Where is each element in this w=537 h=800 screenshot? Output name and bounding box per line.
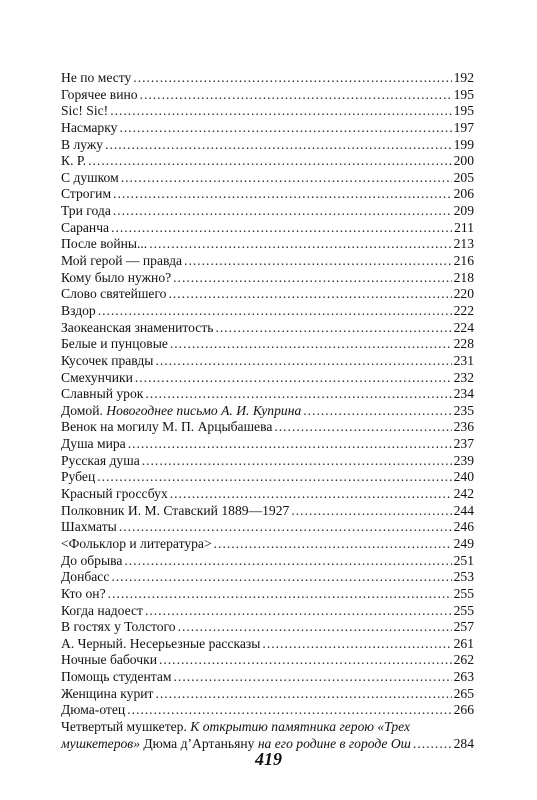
leader-dots [113, 186, 452, 203]
toc-entry-title: Слово святейшего [61, 286, 167, 302]
leader-dots [108, 586, 452, 603]
toc-entry-last [61, 719, 474, 752]
toc-entry [61, 270, 474, 287]
toc-entry-page: 244 [453, 502, 474, 518]
toc-entry-title: Шахматы [61, 519, 117, 535]
toc-entry-title: Кусочек правды [61, 352, 154, 368]
toc-entry [61, 153, 474, 170]
toc-entry [61, 503, 474, 520]
leader-dots [119, 120, 451, 137]
toc-entry-page: 284 [453, 735, 474, 751]
leader-dots [113, 203, 452, 220]
toc-entry [61, 303, 474, 320]
leader-dots [128, 436, 452, 453]
toc-entry-page: 235 [453, 402, 474, 418]
leader-dots [97, 469, 451, 486]
toc-entry [61, 469, 474, 486]
leader-dots [98, 303, 452, 320]
toc-entry-page: 246 [453, 519, 474, 535]
toc-entry [61, 320, 474, 337]
leader-dots [142, 453, 452, 470]
toc-entry-page: 216 [453, 253, 474, 269]
toc-entry [61, 436, 474, 453]
toc-entry-page: 195 [453, 103, 474, 119]
toc-entry [61, 586, 474, 603]
toc-entry-page: 224 [453, 319, 474, 335]
toc-entry-title: Душа мира [61, 436, 126, 452]
toc-entry-title: Не по месту [61, 70, 132, 85]
toc-entry-title: Четвертый мушкетер. [61, 718, 187, 734]
toc-entry-title: Саранча [61, 219, 110, 235]
toc-entry-title: С душком [61, 169, 119, 185]
toc-entry-title: Русская душа [61, 452, 140, 468]
toc-entry-page: 261 [453, 635, 474, 651]
leader-dots [111, 569, 451, 586]
toc-entry [61, 103, 474, 120]
toc-entry-subtitle: Новогоднее письмо А. И. Куприна [106, 402, 302, 418]
toc-entry [61, 702, 474, 719]
toc-entry-title: Горячее вино [61, 86, 138, 102]
toc-entry-page: 255 [453, 585, 474, 601]
toc-entry [61, 220, 474, 237]
toc-entry-page: 266 [453, 702, 474, 718]
toc-entry-page: 218 [453, 269, 474, 285]
leader-dots [303, 403, 451, 420]
toc-entry-title: Домой. [61, 402, 103, 418]
toc-list [61, 70, 474, 719]
toc-entry-subtitle: К открытию памятника герою «Трех [190, 718, 411, 734]
leader-dots [262, 636, 451, 653]
toc-entry [61, 619, 474, 636]
toc-entry [61, 353, 474, 370]
toc-entry-title: Дюма-отец [61, 702, 126, 718]
leader-dots [140, 87, 452, 104]
leader-dots [178, 619, 452, 636]
table-of-contents [61, 70, 474, 752]
leader-dots [145, 603, 452, 620]
toc-entry [61, 137, 474, 154]
toc-entry [61, 569, 474, 586]
toc-entry [61, 419, 474, 436]
toc-entry [61, 370, 474, 387]
toc-entry-title: Рубец [61, 469, 96, 485]
toc-entry [61, 652, 474, 669]
toc-entry [61, 386, 474, 403]
toc-entry-page: 231 [453, 352, 474, 368]
toc-entry-title: Три года [61, 203, 111, 219]
toc-entry-page: 195 [453, 86, 474, 102]
toc-entry-page: 206 [453, 186, 474, 202]
toc-entry-page: 205 [453, 169, 474, 185]
leader-dots [214, 536, 452, 553]
leader-dots [155, 686, 451, 703]
toc-entry-page: 228 [453, 336, 474, 352]
toc-entry-page: 220 [453, 286, 474, 302]
toc-entry-page: 249 [453, 535, 474, 551]
toc-entry-title: Белые и пунцовые [61, 336, 168, 352]
toc-entry-page: 199 [453, 136, 474, 152]
toc-entry-title: Женщина курит [61, 685, 154, 701]
toc-entry-subtitle-cont: мушкетеров» [61, 735, 140, 751]
toc-entry-title: Ночные бабочки [61, 652, 157, 668]
leader-dots [133, 70, 451, 87]
toc-entry-title: Помощь студентам [61, 669, 172, 685]
toc-entry [61, 536, 474, 553]
leader-dots [111, 220, 452, 237]
toc-entry-title: Когда надоест [61, 602, 143, 618]
toc-entry [61, 286, 474, 303]
toc-entry-title: Донбасс [61, 569, 110, 585]
leader-dots [88, 153, 451, 170]
leader-dots [119, 519, 452, 536]
leader-dots [174, 669, 452, 686]
toc-entry-title: В лужу [61, 136, 104, 152]
toc-entry-title: После войны... [61, 236, 148, 252]
leader-dots [145, 386, 451, 403]
toc-entry-page: 257 [453, 619, 474, 635]
toc-entry-page: 265 [453, 685, 474, 701]
toc-entry-page: 209 [453, 203, 474, 219]
toc-entry [61, 519, 474, 536]
leader-dots [168, 286, 451, 303]
toc-entry-title: Мой герой — правда [61, 253, 183, 269]
toc-entry-page: 240 [453, 469, 474, 485]
toc-entry-title: А. Черный. Несерьезные рассказы [61, 635, 261, 651]
leader-dots [291, 503, 451, 520]
toc-entry-page: 200 [453, 153, 474, 169]
leader-dots [274, 419, 451, 436]
toc-entry [61, 636, 474, 653]
leader-dots [173, 270, 451, 287]
toc-entry [61, 686, 474, 703]
toc-entry-title: К. Р. [61, 153, 87, 169]
leader-dots [135, 370, 452, 387]
toc-entry [61, 236, 474, 253]
toc-entry-page: 239 [453, 452, 474, 468]
toc-entry-page: 197 [453, 119, 474, 135]
toc-entry-title: Вздор [61, 302, 96, 318]
toc-entry-page: 242 [453, 486, 474, 502]
toc-entry [61, 336, 474, 353]
toc-entry-page: 253 [453, 569, 474, 585]
toc-entry [61, 70, 474, 87]
toc-entry [61, 453, 474, 470]
leader-dots [124, 553, 451, 570]
toc-entry [61, 120, 474, 137]
leader-dots [170, 336, 452, 353]
toc-entry-title: Венок на могилу М. П. Арцыбашева [61, 419, 273, 435]
toc-entry-page: 234 [453, 386, 474, 402]
toc-entry-title: Кому было нужно? [61, 269, 172, 285]
toc-entry [61, 553, 474, 570]
toc-entry [61, 170, 474, 187]
toc-entry-title: <Фольклор и литература> [61, 535, 212, 551]
toc-entry-title: Красный гроссбух [61, 486, 168, 502]
toc-entry [61, 669, 474, 686]
leader-dots [159, 652, 452, 669]
toc-entry-title-cont: Дюма д’Артаньяну [140, 735, 258, 751]
toc-entry [61, 203, 474, 220]
toc-entry-page: 255 [453, 602, 474, 618]
leader-dots [121, 170, 452, 187]
toc-entry-page: 222 [453, 302, 474, 318]
leader-dots [184, 253, 452, 270]
toc-entry [61, 403, 474, 420]
toc-entry-page: 232 [453, 369, 474, 385]
leader-dots [127, 702, 451, 719]
toc-entry [61, 486, 474, 503]
toc-entry [61, 603, 474, 620]
toc-entry-title: Кто он? [61, 585, 106, 601]
toc-entry-page: 213 [453, 236, 474, 252]
toc-entry-title: Смехунчики [61, 369, 133, 385]
toc-entry-title: Полковник И. М. Ставский 1889—1927 [61, 502, 290, 518]
toc-entry-title: Строгим [61, 186, 112, 202]
leader-dots [215, 320, 451, 337]
leader-dots [110, 103, 451, 120]
page-number: 419 [255, 749, 282, 769]
leader-dots [170, 486, 452, 503]
toc-entry-title: В гостях у Толстого [61, 619, 176, 635]
toc-entry-page: 251 [453, 552, 474, 568]
leader-dots [105, 137, 452, 154]
toc-entry-page: 211 [454, 219, 474, 235]
toc-entry-page: 263 [453, 669, 474, 685]
leader-dots [155, 353, 451, 370]
toc-entry-title: До обрыва [61, 552, 123, 568]
leader-dots [149, 236, 451, 253]
toc-entry-page: 236 [453, 419, 474, 435]
toc-entry-page: 262 [453, 652, 474, 668]
toc-entry-page: 237 [453, 436, 474, 452]
toc-entry-title: Славный урок [61, 386, 144, 402]
toc-entry-subtitle-end: на его родине в городе Ош [257, 735, 411, 751]
toc-entry-title: Насмарку [61, 119, 118, 135]
toc-entry [61, 87, 474, 104]
toc-entry [61, 186, 474, 203]
toc-entry [61, 253, 474, 270]
toc-entry-page: 192 [453, 70, 474, 85]
toc-entry-title: Sic! Sic! [61, 103, 109, 119]
toc-entry-title: Заокеанская знаменитость [61, 319, 214, 335]
